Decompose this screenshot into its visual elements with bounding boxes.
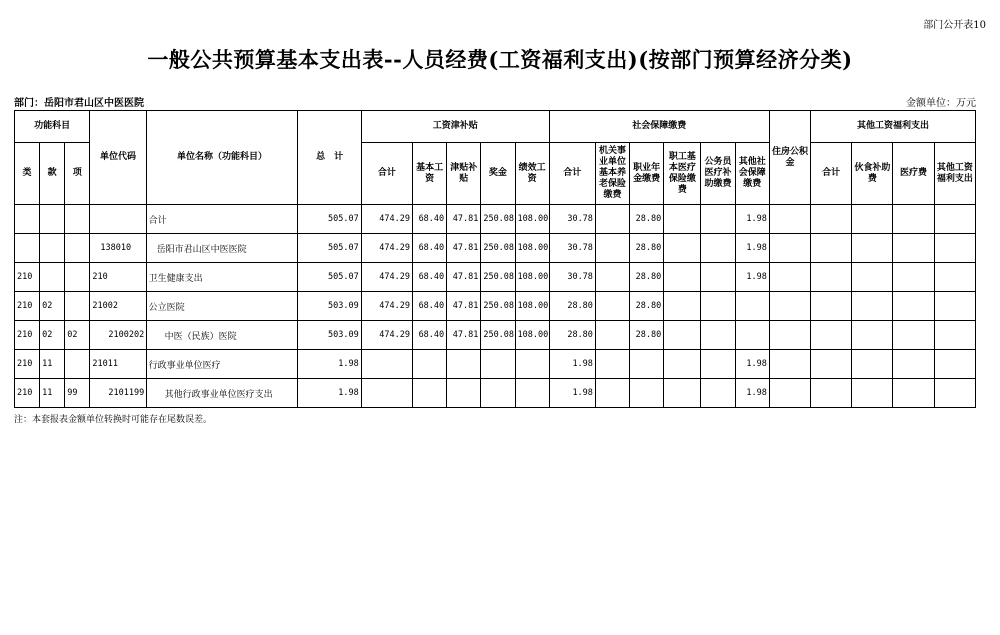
- cell-housing: [769, 234, 810, 263]
- cell-xiang: 02: [65, 321, 90, 350]
- cell-kuan: [40, 205, 65, 234]
- header-kuan: 款: [40, 143, 65, 205]
- cell-total: 1.98: [298, 350, 361, 379]
- footnote: 注：本套报表金额单位转换时可能存在尾数误差。: [14, 415, 213, 425]
- cell-total: 505.07: [298, 263, 361, 292]
- cell-annuity: 28.80: [630, 263, 664, 292]
- cell-other-social: 1.98: [735, 350, 769, 379]
- cell-other-sum: [811, 205, 852, 234]
- cell-food-subsidy: [852, 205, 893, 234]
- cell-pension: [595, 234, 629, 263]
- cell-allowance: 47.81: [447, 205, 481, 234]
- header-func-subject: 功能科目: [15, 111, 90, 143]
- header-xiang: 项: [65, 143, 90, 205]
- cell-unit-name: 行政事业单位医疗: [146, 350, 298, 379]
- cell-food-subsidy: [852, 350, 893, 379]
- department-label: 部门：岳阳市君山区中医医院: [14, 98, 144, 109]
- cell-annuity: 28.80: [630, 205, 664, 234]
- report-number: 部门公开表10: [923, 20, 986, 31]
- cell-pension: [595, 379, 629, 408]
- cell-kuan: 02: [40, 292, 65, 321]
- cell-other-sum: [811, 234, 852, 263]
- header-salary-sum: 合计: [361, 143, 412, 205]
- cell-medical-insurance: [664, 379, 701, 408]
- cell-social-sum: 30.78: [549, 205, 595, 234]
- page-title: 一般公共预算基本支出表--人员经费(工资福利支出)(按部门预算经济分类): [147, 47, 853, 72]
- cell-lei: 210: [15, 321, 40, 350]
- cell-lei: 210: [15, 263, 40, 292]
- cell-basic-wage: [412, 379, 446, 408]
- header-food-subsidy: 伙食补助费: [852, 143, 893, 205]
- header-allowance: 津贴补贴: [447, 143, 481, 205]
- cell-salary-sum: 474.29: [361, 292, 412, 321]
- cell-xiang: [65, 292, 90, 321]
- cell-other-welfare: [934, 234, 975, 263]
- cell-kuan: [40, 263, 65, 292]
- cell-kuan: 11: [40, 350, 65, 379]
- cell-other-social: 1.98: [735, 263, 769, 292]
- cell-unit-code: [90, 205, 146, 234]
- cell-xiang: [65, 234, 90, 263]
- header-performance-wage: 绩效工资: [515, 143, 549, 205]
- cell-unit-name: 合计: [146, 205, 298, 234]
- cell-housing: [769, 205, 810, 234]
- cell-social-sum: 28.80: [549, 321, 595, 350]
- header-other-sum: 合计: [811, 143, 852, 205]
- cell-social-sum: 1.98: [549, 379, 595, 408]
- header-social-group: 社会保障缴费: [549, 111, 769, 143]
- table-row: [15, 205, 976, 234]
- cell-other-social: [735, 321, 769, 350]
- cell-civil-medical: [701, 321, 735, 350]
- header-bonus: 奖金: [481, 143, 515, 205]
- cell-civil-medical: [701, 263, 735, 292]
- cell-medical-insurance: [664, 321, 701, 350]
- cell-food-subsidy: [852, 379, 893, 408]
- cell-xiang: [65, 350, 90, 379]
- cell-annuity: 28.80: [630, 234, 664, 263]
- header-lei: 类: [15, 143, 40, 205]
- cell-unit-name: 公立医院: [146, 292, 298, 321]
- cell-total: 505.07: [298, 234, 361, 263]
- cell-unit-code: 21002: [90, 292, 146, 321]
- cell-salary-sum: [361, 350, 412, 379]
- cell-total: 1.98: [298, 379, 361, 408]
- cell-other-sum: [811, 292, 852, 321]
- cell-pension: [595, 292, 629, 321]
- cell-unit-code: 2100202: [90, 321, 146, 350]
- header-other-welfare: 其他工资福利支出: [934, 143, 975, 205]
- cell-other-welfare: [934, 379, 975, 408]
- cell-housing: [769, 350, 810, 379]
- cell-unit-name: 卫生健康支出: [146, 263, 298, 292]
- unit-label: 金额单位：万元: [906, 98, 976, 109]
- header-annuity: 职业年金缴费: [630, 143, 664, 205]
- cell-other-welfare: [934, 350, 975, 379]
- cell-medical-fee: [893, 350, 934, 379]
- table-row: [15, 263, 976, 292]
- cell-performance-wage: [515, 350, 549, 379]
- cell-pension: [595, 205, 629, 234]
- table-row: [15, 379, 976, 408]
- cell-unit-name: 中医（民族）医院: [146, 321, 298, 350]
- cell-lei: 210: [15, 292, 40, 321]
- cell-basic-wage: 68.40: [412, 205, 446, 234]
- cell-medical-insurance: [664, 234, 701, 263]
- cell-unit-code: 138010: [90, 234, 146, 263]
- cell-basic-wage: 68.40: [412, 234, 446, 263]
- cell-civil-medical: [701, 350, 735, 379]
- cell-medical-fee: [893, 205, 934, 234]
- cell-housing: [769, 263, 810, 292]
- cell-food-subsidy: [852, 321, 893, 350]
- cell-xiang: 99: [65, 379, 90, 408]
- cell-allowance: [447, 350, 481, 379]
- cell-performance-wage: [515, 379, 549, 408]
- cell-performance-wage: 108.00: [515, 234, 549, 263]
- cell-other-social: [735, 292, 769, 321]
- cell-salary-sum: 474.29: [361, 234, 412, 263]
- cell-social-sum: 30.78: [549, 263, 595, 292]
- cell-lei: 210: [15, 350, 40, 379]
- cell-unit-name: 其他行政事业单位医疗支出: [146, 379, 298, 408]
- cell-annuity: [630, 379, 664, 408]
- header-salary-group: 工资津补贴: [361, 111, 549, 143]
- cell-performance-wage: 108.00: [515, 292, 549, 321]
- header-social-sum: 合计: [549, 143, 595, 205]
- cell-medical-fee: [893, 263, 934, 292]
- cell-unit-code: 21011: [90, 350, 146, 379]
- cell-bonus: 250.08: [481, 292, 515, 321]
- cell-medical-insurance: [664, 292, 701, 321]
- cell-housing: [769, 292, 810, 321]
- cell-pension: [595, 321, 629, 350]
- cell-other-social: 1.98: [735, 234, 769, 263]
- cell-performance-wage: 108.00: [515, 205, 549, 234]
- cell-bonus: [481, 350, 515, 379]
- cell-salary-sum: [361, 379, 412, 408]
- cell-other-social: 1.98: [735, 379, 769, 408]
- cell-bonus: 250.08: [481, 234, 515, 263]
- cell-civil-medical: [701, 292, 735, 321]
- cell-annuity: 28.80: [630, 321, 664, 350]
- cell-food-subsidy: [852, 292, 893, 321]
- cell-xiang: [65, 263, 90, 292]
- table-row: [15, 234, 976, 263]
- header-civil-medical: 公务员医疗补助缴费: [701, 143, 735, 205]
- cell-medical-fee: [893, 321, 934, 350]
- cell-basic-wage: [412, 350, 446, 379]
- cell-medical-insurance: [664, 263, 701, 292]
- header-total: 总 计: [298, 111, 361, 205]
- cell-bonus: 250.08: [481, 263, 515, 292]
- header-medical-fee: 医疗费: [893, 143, 934, 205]
- cell-bonus: [481, 379, 515, 408]
- header-unit-name: 单位名称（功能科目）: [146, 111, 298, 205]
- cell-kuan: 11: [40, 379, 65, 408]
- cell-kuan: 02: [40, 321, 65, 350]
- cell-other-welfare: [934, 205, 975, 234]
- cell-allowance: 47.81: [447, 263, 481, 292]
- table-row: [15, 292, 976, 321]
- cell-bonus: 250.08: [481, 321, 515, 350]
- header-medical-insurance: 职工基本医疗保险缴费: [664, 143, 701, 205]
- cell-other-welfare: [934, 292, 975, 321]
- cell-unit-code: 2101199: [90, 379, 146, 408]
- cell-pension: [595, 350, 629, 379]
- cell-total: 503.09: [298, 321, 361, 350]
- cell-unit-name: 岳阳市君山区中医医院: [146, 234, 298, 263]
- cell-performance-wage: 108.00: [515, 263, 549, 292]
- cell-salary-sum: 474.29: [361, 321, 412, 350]
- cell-other-sum: [811, 379, 852, 408]
- cell-medical-fee: [893, 234, 934, 263]
- cell-basic-wage: 68.40: [412, 292, 446, 321]
- cell-total: 503.09: [298, 292, 361, 321]
- cell-lei: [15, 205, 40, 234]
- cell-annuity: 28.80: [630, 292, 664, 321]
- cell-bonus: 250.08: [481, 205, 515, 234]
- cell-other-welfare: [934, 321, 975, 350]
- header-housing: 住房公积金: [769, 111, 810, 205]
- cell-salary-sum: 474.29: [361, 263, 412, 292]
- cell-medical-insurance: [664, 205, 701, 234]
- header-unit-code: 单位代码: [90, 111, 146, 205]
- cell-basic-wage: 68.40: [412, 321, 446, 350]
- cell-basic-wage: 68.40: [412, 263, 446, 292]
- table-row: [15, 321, 976, 350]
- cell-food-subsidy: [852, 263, 893, 292]
- budget-table: [14, 110, 976, 408]
- cell-housing: [769, 321, 810, 350]
- cell-social-sum: 28.80: [549, 292, 595, 321]
- cell-annuity: [630, 350, 664, 379]
- cell-food-subsidy: [852, 234, 893, 263]
- cell-performance-wage: 108.00: [515, 321, 549, 350]
- header-basic-wage: 基本工资: [412, 143, 446, 205]
- cell-medical-insurance: [664, 350, 701, 379]
- table-row: [15, 350, 976, 379]
- header-pension: 机关事业单位基本养老保险缴费: [595, 143, 629, 205]
- cell-social-sum: 30.78: [549, 234, 595, 263]
- cell-medical-fee: [893, 379, 934, 408]
- cell-unit-code: 210: [90, 263, 146, 292]
- cell-salary-sum: 474.29: [361, 205, 412, 234]
- cell-lei: 210: [15, 379, 40, 408]
- cell-social-sum: 1.98: [549, 350, 595, 379]
- cell-civil-medical: [701, 379, 735, 408]
- cell-other-social: 1.98: [735, 205, 769, 234]
- header-other-group: 其他工资福利支出: [811, 111, 976, 143]
- cell-total: 505.07: [298, 205, 361, 234]
- cell-other-sum: [811, 263, 852, 292]
- header-other-social: 其他社会保障缴费: [735, 143, 769, 205]
- cell-allowance: [447, 379, 481, 408]
- cell-civil-medical: [701, 234, 735, 263]
- cell-pension: [595, 263, 629, 292]
- cell-other-sum: [811, 321, 852, 350]
- cell-lei: [15, 234, 40, 263]
- cell-kuan: [40, 234, 65, 263]
- cell-other-welfare: [934, 263, 975, 292]
- cell-housing: [769, 379, 810, 408]
- cell-other-sum: [811, 350, 852, 379]
- cell-allowance: 47.81: [447, 321, 481, 350]
- cell-medical-fee: [893, 292, 934, 321]
- cell-allowance: 47.81: [447, 234, 481, 263]
- cell-allowance: 47.81: [447, 292, 481, 321]
- cell-civil-medical: [701, 205, 735, 234]
- cell-xiang: [65, 205, 90, 234]
